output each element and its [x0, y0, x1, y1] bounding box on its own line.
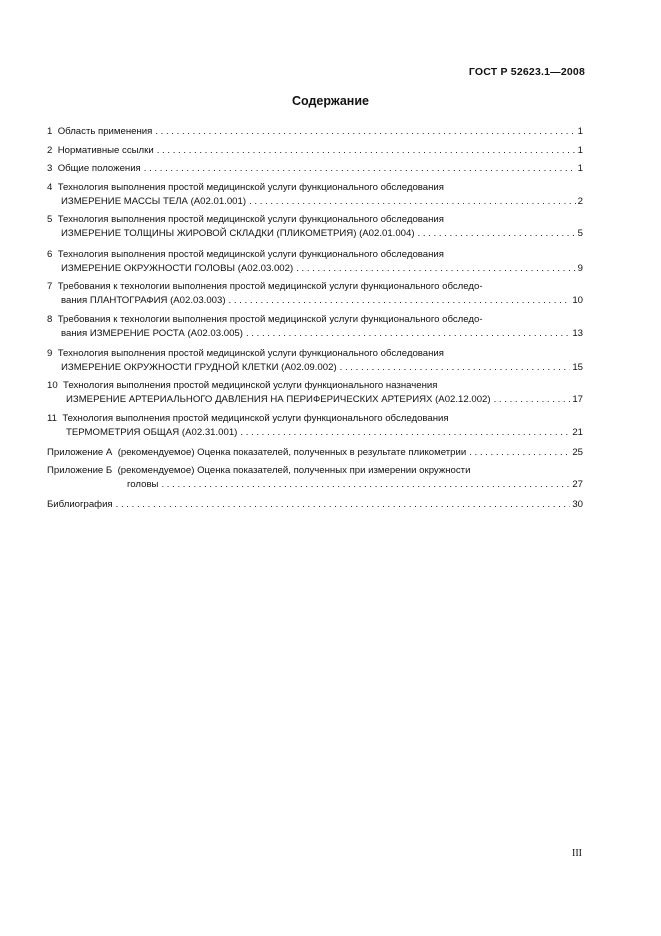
toc-entry-page: 13 [572, 328, 583, 339]
toc-entry-title-line2: ТЕРМОМЕТРИЯ ОБЩАЯ (А02.31.001) [66, 427, 238, 438]
toc-entry-number: 6 [47, 249, 53, 260]
toc-entry-title-line2: ИЗМЕРЕНИЕ ОКРУЖНОСТИ ГРУДНОЙ КЛЕТКИ (А02.09.002) [61, 362, 337, 373]
toc-entry-title-line2: ИЗМЕРЕНИЕ ОКРУЖНОСТИ ГОЛОВЫ (А02.03.002) [61, 263, 294, 274]
dot-leader [296, 262, 575, 276]
toc-entry-number: Приложение А [47, 447, 113, 458]
toc-entry-11[interactable] [47, 412, 583, 440]
toc-entry-title-line1: Технология выполнения простой медицинской услуги функционального обследования [62, 413, 449, 424]
dot-leader [229, 294, 571, 308]
toc-entry-page: 9 [577, 263, 583, 274]
toc-entry-page: 25 [572, 447, 583, 458]
toc-entry-page: 21 [572, 427, 583, 438]
toc-entry-page: 5 [577, 228, 583, 239]
dot-leader [418, 227, 576, 241]
toc-entry-title-line1: Технология выполнения простой медицинской услуги функционального обследования [57, 182, 444, 193]
toc-entry-title-line1: (рекомендуемое) Оценка показателей, полученных при измерении окружности [117, 465, 471, 476]
toc-entry-title-line1: Технология выполнения простой медицинской услуги функционального обследования [57, 214, 444, 225]
dot-leader [340, 361, 571, 375]
toc-entry-page: 2 [577, 196, 583, 207]
page-number: III [572, 848, 582, 859]
toc-entry-number: 4 [47, 182, 53, 193]
toc-entry-number: 3 [47, 163, 53, 174]
toc-entry-page: 27 [572, 479, 583, 490]
toc-entry-number: 11 [47, 413, 57, 424]
toc-entry-6[interactable] [47, 248, 583, 276]
dot-leader [246, 327, 570, 341]
toc-entry-page: 1 [577, 126, 583, 137]
document-number: ГОСТ Р 52623.1—2008 [468, 66, 585, 78]
dot-leader [249, 195, 576, 209]
dot-leader [155, 125, 575, 139]
dot-leader [240, 426, 570, 440]
toc-entry-title-line2: ИЗМЕРЕНИЕ МАССЫ ТЕЛА (А02.01.001) [61, 196, 247, 207]
toc-entry-5[interactable] [47, 213, 583, 241]
toc-entry-number: 1 [47, 126, 53, 137]
dot-leader [494, 393, 571, 407]
toc-entry-title-line1: Требования к технологии выполнения простой медицинской услуги функционального обследо- [57, 314, 483, 325]
dot-leader [116, 498, 571, 512]
toc-entry-10[interactable] [47, 379, 583, 407]
dot-leader [161, 478, 570, 492]
toc-entry-9[interactable] [47, 347, 583, 375]
toc-entry-title-line1: Технология выполнения простой медицинской услуги функционального назначения [63, 380, 438, 391]
toc-entry-page: 30 [572, 499, 583, 510]
toc-entry-number: 10 [47, 380, 58, 391]
toc-entry-title-line2: головы [127, 479, 159, 490]
toc-entry-title-line1: Требования к технологии выполнения простой медицинской услуги функционального обследо- [57, 281, 483, 292]
toc-entry-title: Область применения [57, 126, 153, 137]
toc-entry-number: 9 [47, 348, 53, 359]
toc-entry-number: Приложение Б [47, 465, 113, 476]
toc-entry-title-line2: вания ПЛАНТОГРАФИЯ (А02.03.003) [61, 295, 226, 306]
toc-entry-page: 17 [572, 394, 583, 405]
toc-entry-number: 8 [47, 314, 53, 325]
toc-entry-bibliography[interactable] [47, 498, 583, 512]
dot-leader [157, 144, 576, 158]
toc-entry-title-line2: вания ИЗМЕРЕНИЕ РОСТА (А02.03.005) [61, 328, 243, 339]
toc-entry-title: Библиография [47, 499, 113, 510]
toc-entry-7[interactable] [47, 280, 583, 308]
toc-entry-1[interactable] [47, 125, 583, 139]
toc-entry-title-line1: Технология выполнения простой медицинской услуги функционального обследования [57, 249, 444, 260]
toc-entry-title: Нормативные ссылки [57, 145, 154, 156]
toc-entry-2[interactable] [47, 144, 583, 158]
toc-entry-page: 15 [572, 362, 583, 373]
toc-entry-3[interactable] [47, 162, 583, 176]
toc-entry-title: Общие положения [57, 163, 141, 174]
toc-entry-number: 7 [47, 281, 53, 292]
page-title: Содержание [291, 94, 369, 108]
toc-entry-page: 1 [577, 145, 583, 156]
toc-entry-page: 10 [572, 295, 583, 306]
toc-entry-4[interactable] [47, 181, 583, 209]
toc-entry-title-line1: Технология выполнения простой медицинской услуги функционального обследования [57, 348, 444, 359]
toc-entry-8[interactable] [47, 313, 583, 341]
dot-leader [144, 162, 576, 176]
toc-entry-title-line2: ИЗМЕРЕНИЕ ТОЛЩИНЫ ЖИРОВОЙ СКЛАДКИ (ПЛИКОМЕТРИЯ) (А02.01.004) [61, 228, 415, 239]
toc-entry-appendix-b[interactable] [47, 464, 583, 492]
toc-entry-number: 2 [47, 145, 53, 156]
toc-entry-number: 5 [47, 214, 53, 225]
toc-entry-appendix-a[interactable] [47, 446, 583, 460]
toc-entry-title: (рекомендуемое) Оценка показателей, полученных в результате пликометрии [117, 447, 467, 458]
toc-entry-page: 1 [577, 163, 583, 174]
dot-leader [469, 446, 570, 460]
toc-entry-title-line2: ИЗМЕРЕНИЕ АРТЕРИАЛЬНОГО ДАВЛЕНИЯ НА ПЕРИФЕРИЧЕСКИХ АРТЕРИЯХ (А02.12.002) [66, 394, 491, 405]
